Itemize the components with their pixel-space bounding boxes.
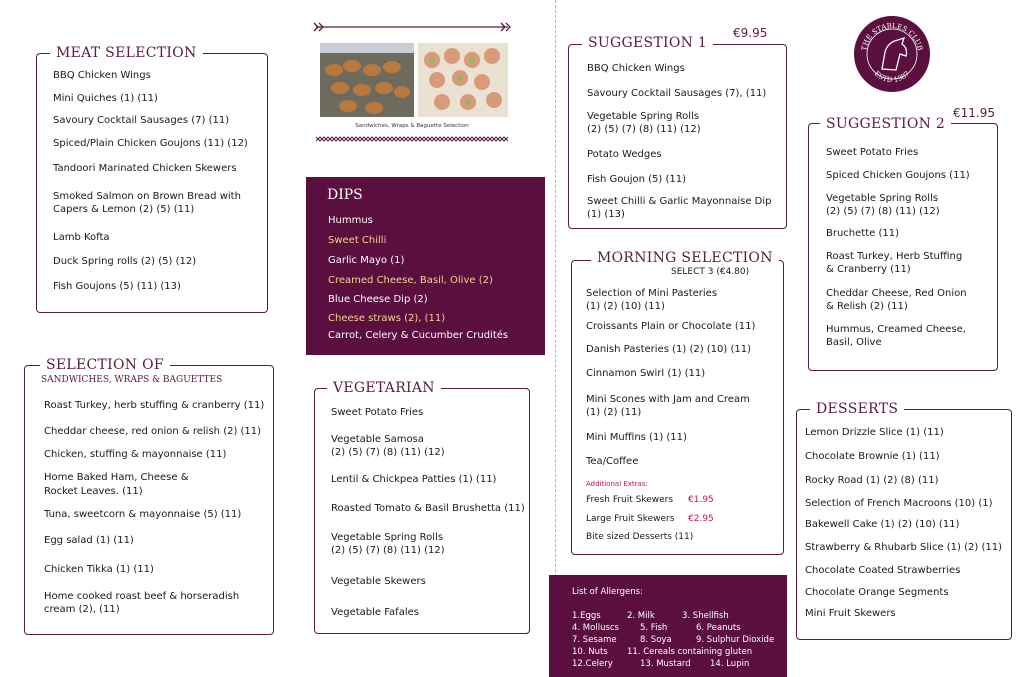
- menu-item: Spiced/Plain Chicken Goujons (11) (12): [53, 138, 248, 149]
- arrow-ornament-top: [314, 23, 510, 31]
- menu-item-cont: (1) (2) (10) (11): [586, 301, 665, 312]
- menu-item: Mini Fruit Skewers: [805, 608, 896, 619]
- menu-item-cont: (1) (2) (11): [586, 407, 642, 418]
- menu-item: Cheddar cheese, red onion & relish (2) (11): [44, 426, 262, 437]
- allergen-entry: 14. Lupin: [710, 659, 750, 669]
- dip-item: Sweet Chilli: [328, 235, 387, 246]
- dip-item: Garlic Mayo (1): [328, 255, 405, 266]
- sandwiches-subtitle: SANDWICHES, WRAPS & BAGUETTES: [41, 375, 223, 385]
- suggestion2-price: €11.95: [953, 106, 995, 120]
- menu-item: BBQ Chicken Wings: [53, 70, 151, 81]
- menu-item: Tuna, sweetcorn & mayonnaise (5) (11): [44, 509, 242, 520]
- menu-item: Hummus, Creamed Cheese,: [826, 324, 966, 335]
- sandwiches-title: SELECTION OF: [40, 357, 170, 373]
- menu-item: Cheddar Cheese, Red Onion: [826, 288, 967, 299]
- menu-item: Roast Turkey, Herb Stuffing: [826, 251, 963, 262]
- menu-item-cont: Basil, Olive: [826, 337, 882, 348]
- meat-selection-title: MEAT SELECTION: [50, 45, 203, 61]
- menu-item: Tea/Coffee: [586, 456, 639, 467]
- menu-item-cont: Capers & Lemon (2) (5) (11): [53, 204, 195, 215]
- menu-item: Lemon Drizzle Slice (1) (11): [805, 427, 944, 438]
- menu-item: Vegetable Spring Rolls: [587, 111, 700, 122]
- dip-item: Carrot, Celery & Cucumber Crudités: [328, 330, 509, 341]
- morning-selection-subtitle: SELECT 3 (€4.80): [671, 267, 750, 277]
- menu-item: Sweet Potato Fries: [331, 407, 424, 418]
- menu-item: Mini Muffins (1) (11): [586, 432, 687, 443]
- dip-item: Creamed Cheese, Basil, Olive (2): [328, 275, 493, 286]
- menu-item: Chocolate Orange Segments: [805, 587, 949, 598]
- vegetarian-title: VEGETARIAN: [327, 380, 441, 396]
- menu-item-cont: & Relish (2) (11): [826, 301, 908, 312]
- allergen-entry: 10. Nuts: [572, 647, 608, 657]
- menu-item: Sweet Potato Fries: [826, 147, 919, 158]
- allergen-entry: 11. Cereals containing gluten: [627, 647, 753, 657]
- suggestion1-title: SUGGESTION 1: [582, 35, 713, 51]
- allergen-entry: 5. Fish: [640, 623, 668, 633]
- allergens-title: List of Allergens:: [572, 587, 643, 597]
- menu-item: Vegetable Spring Rolls: [826, 193, 939, 204]
- menu-item: Lentil & Chickpea Patties (1) (11): [331, 474, 497, 485]
- photo-strip: [312, 20, 512, 150]
- morning-selection-title: MORNING SELECTION: [591, 250, 779, 266]
- menu-item: Egg salad (1) (11): [44, 535, 134, 546]
- allergen-entry: 7. Sesame: [572, 635, 617, 645]
- allergen-entry: 12.Celery: [572, 659, 613, 669]
- allergen-entry: 13. Mustard: [640, 659, 691, 669]
- extra-item-name: Fresh Fruit Skewers: [586, 495, 674, 505]
- menu-item: Potato Wedges: [587, 149, 662, 160]
- meat-selection-panel: [36, 53, 268, 313]
- menu-item-cont: Rocket Leaves. (11): [44, 486, 143, 497]
- suggestion1-price: €9.95: [733, 26, 768, 40]
- extra-item-price: €2.95: [688, 514, 714, 524]
- menu-item-cont: & Cranberry (11): [826, 264, 911, 275]
- extra-item-name: Large Fruit Skewers: [586, 514, 675, 524]
- extra-item-price: €1.95: [688, 495, 714, 505]
- photo-caption: Sandwiches, Wraps & Baguette Selection: [355, 123, 469, 129]
- menu-item: Fish Goujons (5) (11) (13): [53, 281, 181, 292]
- allergen-entry: 8. Soya: [640, 635, 672, 645]
- allergen-entry: 2. Milk: [627, 611, 655, 621]
- menu-item: Vegetable Skewers: [331, 576, 426, 587]
- menu-item: Vegetable Fafales: [331, 607, 419, 618]
- menu-item: Rocky Road (1) (2) (8) (11): [805, 475, 939, 486]
- menu-item: Savoury Cocktail Sausages (7), (11): [587, 88, 767, 99]
- menu-item: Tandoori Marinated Chicken Skewers: [53, 163, 237, 174]
- menu-item: Chocolate Coated Strawberries: [805, 565, 961, 576]
- menu-item: Savoury Cocktail Sausages (7) (11): [53, 115, 230, 126]
- menu-item: Danish Pasteries (1) (2) (10) (11): [586, 344, 752, 355]
- menu-item-cont: (2) (5) (7) (8) (11) (12): [331, 545, 445, 556]
- menu-item-cont: (2) (5) (7) (8) (11) (12): [826, 206, 940, 217]
- menu-item: Spiced Chicken Goujons (11): [826, 170, 970, 181]
- menu-item: Mini Scones with Jam and Cream: [586, 394, 750, 405]
- menu-item: Vegetable Samosa: [331, 434, 424, 445]
- extra-item-name: Bite sized Desserts (11): [586, 532, 694, 542]
- menu-item: Sweet Chilli & Garlic Mayonnaise Dip: [587, 196, 772, 207]
- menu-item: Chicken Tikka (1) (11): [44, 564, 154, 575]
- menu-item: Vegetable Spring Rolls: [331, 532, 444, 543]
- menu-item: BBQ Chicken Wings: [587, 63, 685, 74]
- menu-item: Smoked Salmon on Brown Bread with: [53, 191, 241, 202]
- menu-item: Selection of Mini Pasteries: [586, 288, 718, 299]
- desserts-title: DESSERTS: [810, 401, 904, 417]
- allergen-entry: 6. Peanuts: [696, 623, 741, 633]
- extras-label: Additional Extras:: [586, 480, 648, 488]
- menu-item: Chicken, stuffing & mayonnaise (11): [44, 449, 227, 460]
- menu-item: Strawberry & Rhubarb Slice (1) (2) (11): [805, 542, 1002, 553]
- allergen-entry: 3. Shellfish: [682, 611, 729, 621]
- dip-item: Cheese straws (2), (11): [328, 313, 446, 324]
- allergen-entry: 1.Eggs: [572, 611, 601, 621]
- dip-item: Hummus: [328, 215, 373, 226]
- dips-title: DIPS: [327, 187, 363, 203]
- menu-item: Croissants Plain or Chocolate (11): [586, 321, 756, 332]
- menu-item: Cinnamon Swirl (1) (11): [586, 368, 706, 379]
- menu-item-cont: (2) (5) (7) (8) (11) (12): [587, 124, 701, 135]
- menu-item: Roast Turkey, herb stuffing & cranberry (11): [44, 400, 265, 411]
- allergen-entry: 4. Molluscs: [572, 623, 619, 633]
- allergen-entry: 9. Sulphur Dioxide: [696, 635, 775, 645]
- suggestion2-title: SUGGESTION 2: [820, 116, 951, 132]
- menu-item: Fish Goujon (5) (11): [587, 174, 687, 185]
- menu-item: Home Baked Ham, Cheese &: [44, 472, 189, 483]
- menu-item: Mini Quiches (1) (11): [53, 93, 158, 104]
- svg-text:ESTD 1987: ESTD 1987: [872, 69, 912, 85]
- menu-item: Selection of French Macroons (10) (1): [805, 498, 993, 509]
- stables-club-logo: [852, 14, 932, 94]
- menu-item-cont: (2) (5) (7) (8) (11) (12): [331, 447, 445, 458]
- dip-item: Blue Cheese Dip (2): [328, 294, 428, 305]
- menu-item: Home cooked roast beef & horseradish: [44, 591, 240, 602]
- svg-text:THE STABLES CLUB: THE STABLES CLUB: [860, 21, 924, 52]
- menu-item-cont: cream (2), (11): [44, 604, 120, 615]
- menu-item: Duck Spring rolls (2) (5) (12): [53, 256, 197, 267]
- menu-item: Bakewell Cake (1) (2) (10) (11): [805, 519, 960, 530]
- menu-item: Chocolate Brownie (1) (11): [805, 451, 940, 462]
- menu-item: Lamb Kofta: [53, 232, 110, 243]
- menu-item: Bruchette (11): [826, 228, 899, 239]
- zigzag-ornament: [316, 137, 508, 141]
- menu-item: Roasted Tomato & Basil Brushetta (11): [331, 503, 525, 514]
- menu-item-cont: (1) (13): [587, 209, 625, 220]
